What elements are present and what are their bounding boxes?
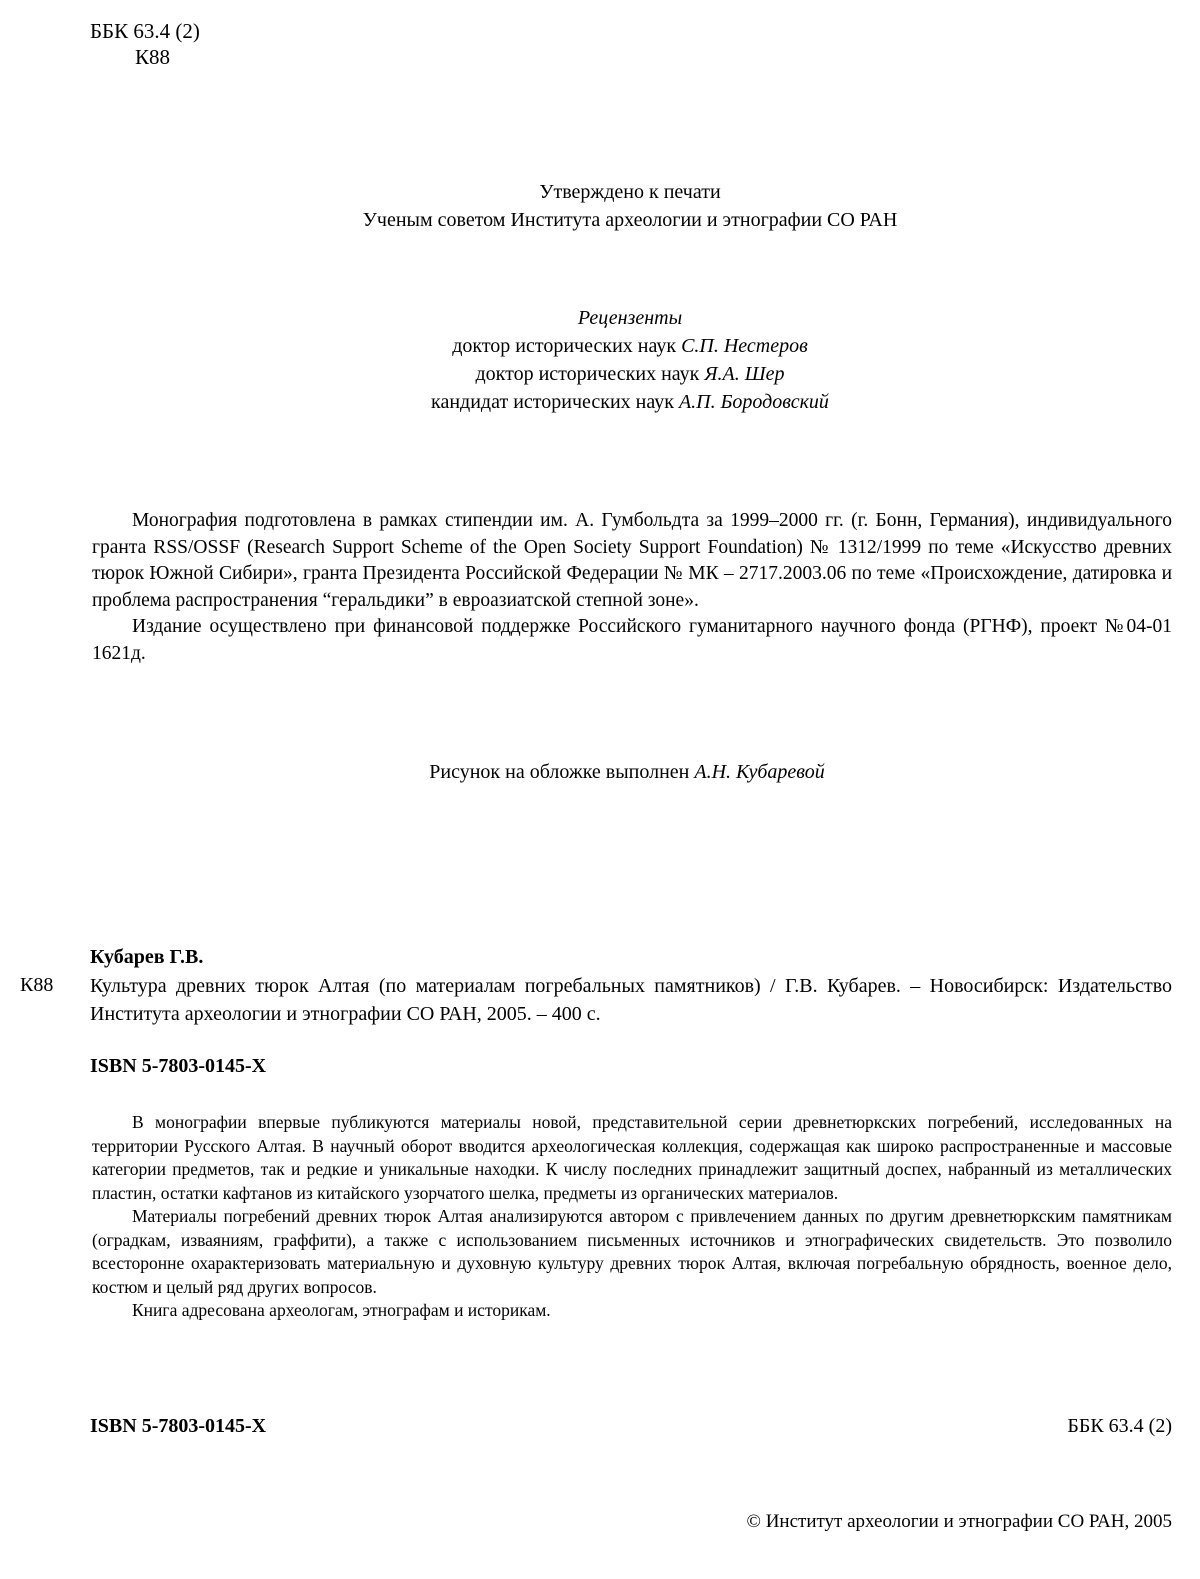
reviewer-name: С.П. Нестеров [681,335,808,357]
catalog-author: Кубарев Г.В. [90,946,204,968]
catalog-code: К88 [20,974,54,996]
reviewer-3: кандидат исторических наук А.П. Бородовский [431,391,829,413]
bbk-index: ББК 63.4 (2) [90,19,200,43]
annotation-paragraph-3: Книга адресована археологам, этнографам и историкам. [132,1300,551,1320]
cover-artist: А.Н. Кубаревой [694,761,825,783]
copyright: © Институт археологии и этнографии СО РАН, 2005 [746,1511,1172,1532]
approval-line-1: Утверждено к печати [539,181,721,203]
reviewer-name: Я.А. Шер [704,363,785,385]
funding-block [92,508,1172,667]
annotation-paragraph-2: Материалы погребений древних тюрок Алтая анализируются автором с привлечением данных по другим древнетюркским памятникам (оградкам, изваяниям, граффити), а также с использованием письменных источников и этнографических свидетельств. Это позволило всесторонне охарактеризовать материальную и духовную культуру древних тюрок Алтая, включая погребальную обрядность, военное дело, костюм и целый ряд других вопросов. [92,1206,1172,1297]
reviewer-1: доктор исторических наук С.П. Нестеров [452,335,808,357]
reviewer-name: А.П. Бородовский [678,391,829,413]
reviewer-2: доктор исторических наук Я.А. Шер [475,363,785,385]
bbk-header [90,18,200,70]
annotation-paragraph-1: В монографии впервые публикуются материалы новой, представительной серии древнетюркских погребений, исследованных на территории Русского Алтая. В научный оборот вводится археологическая коллекция, содержащая как широко распространенные и массовые категории предметов, так и редкие и уникальные находки. К числу последних принадлежит защитный доспех, набранный из металлических пластин, остатки кафтанов из китайского узорчатого шелка, предметы из органических материалов. [92,1112,1172,1203]
footer-isbn: ISBN 5-7803-0145-X [90,1415,267,1437]
author-code: К88 [135,45,171,69]
reviewers-block [0,304,1200,416]
footer-bbk: ББК 63.4 (2) [1067,1415,1172,1437]
funding-paragraph-1: Монография подготовлена в рамках стипендии им. А. Гумбольдта за 1999–2000 гг. (г. Бонн, Германия), индивидуального гранта RSS/OSSF (Research Support Scheme of the Open Society Support Foundation) № 1312/1999 по теме «Искусство древних тюрок Южной Сибири», гранта Президента Российской Федерации № МК – 2717.2003.06 по теме «Происхождение, датировка и проблема распространения “геральдики” в евроазиатской степной зоне». [92,510,1172,611]
catalog-entry: Культура древних тюрок Алтая (по материалам погребальных памятников) / Г.В. Кубарев. – Новосибирск: Издательство Института археологии и этнографии СО РАН, 2005. – 400 с. [90,975,1172,1025]
reviewers-heading: Рецензенты [577,307,683,329]
annotation-block [92,1111,1172,1323]
funding-paragraph-2: Издание осуществлено при финансовой поддержке Российского гуманитарного научного фонда (РГНФ), проект №04-01 1621д. [92,616,1172,664]
cover-credit: Рисунок на обложке выполнен А.Н. Кубаревой [429,761,825,783]
approval-block [0,178,1200,234]
approval-line-2: Ученым советом Института археологии и этнографии СО РАН [362,209,898,231]
catalog-isbn: ISBN 5-7803-0145-X [90,1055,267,1077]
